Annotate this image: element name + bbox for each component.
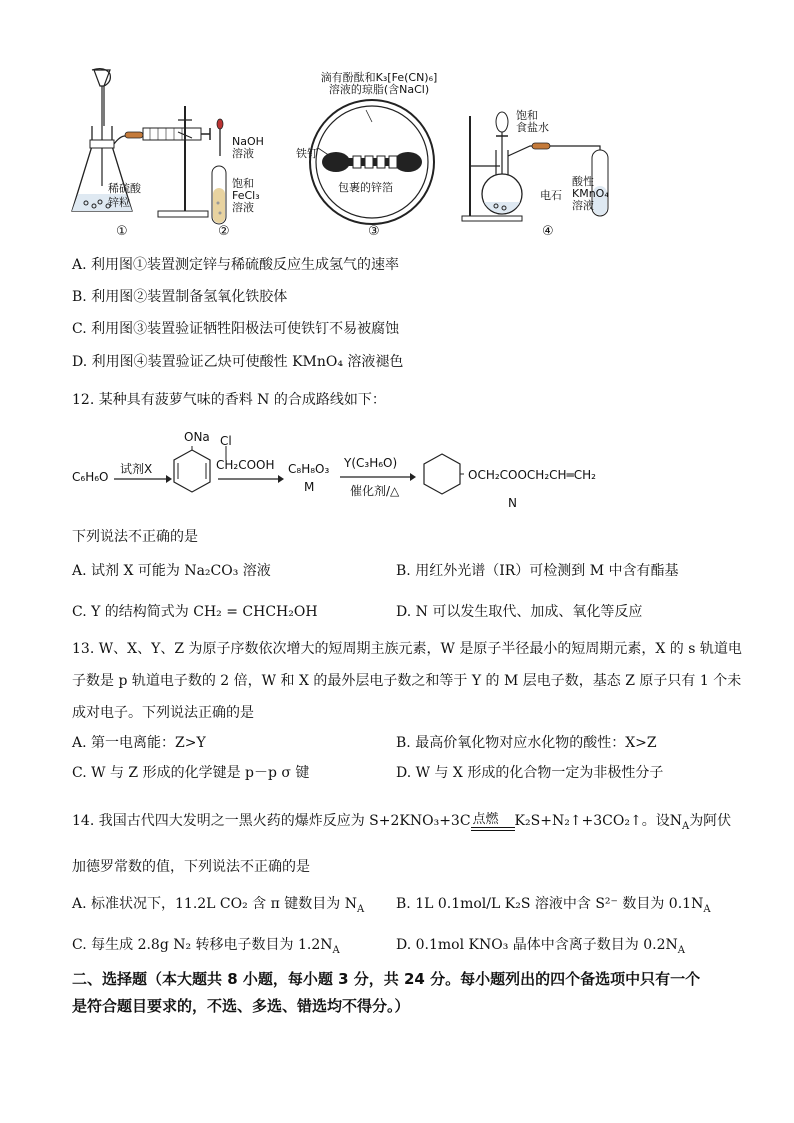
benzene-ring-icon [170, 446, 214, 496]
q11-option-b: B. 利用图②装置制备氢氧化铁胶体 [72, 289, 288, 305]
scheme-m-formula: C₈H₈O₃ [288, 462, 330, 476]
fig4-kmno4-line3: 溶液 [572, 199, 594, 212]
q12-option-b: B. 用红外光谱（IR）可检测到 M 中含有酯基 [396, 563, 679, 579]
fig4-number: ④ [542, 224, 554, 239]
fig3-top-line2: 溶液的琼脂(含NaCl) [328, 83, 430, 96]
fig2-fecl3-label [232, 178, 260, 214]
scheme-catalyst: 催化剂/△ [350, 484, 400, 498]
fig2-fecl3-line3: 溶液 [232, 201, 254, 214]
fig2-naoh-line2: 溶液 [232, 147, 254, 160]
q14-option-a-text: A. 标准状况下，11.2L CO₂ 含 π 键数目为 N [72, 896, 357, 912]
q13-option-b: B. 最高价氧化物对应水化物的酸性：X>Z [396, 735, 657, 751]
fig3-foil-label: 包裹的锌箔 [338, 181, 393, 194]
q14-option-b-sub: A [703, 903, 711, 915]
fig2-fecl3-line2: FeCl₃ [232, 189, 260, 202]
q13-option-d: D. W 与 X 形成的化合物一定为非极性分子 [396, 765, 664, 781]
q13-stem-line1: 13. W、X、Y、Z 为原子序数依次增大的短周期主族元素，W 是原子半径最小的短周期元素，X 的 s 轨道电 [72, 641, 742, 657]
section-2-line2: 是符合题目要求的，不选、多选、错选均不得分。） [72, 997, 410, 1015]
fig3-top-line1: 滴有酚酞和K₃[Fe(CN)₆] [320, 71, 438, 84]
figure-3-petri-dish [306, 96, 446, 236]
q14-reaction-condition [471, 811, 515, 836]
q11-option-c: C. 利用图③装置验证牺牲阳极法可使铁钉不易被腐蚀 [72, 321, 400, 337]
fig3-nail-label: 铁钉 [296, 147, 318, 160]
scheme-arrow-1 [114, 474, 172, 484]
q12-prompt: 下列说法不正确的是 [72, 529, 198, 545]
scheme-cl: Cl [220, 434, 232, 448]
fig4-kmno4-label [572, 176, 609, 212]
q12-option-c: C. Y 的结构简式为 CH₂ = CHCH₂OH [72, 604, 318, 620]
scheme-product: OCH₂COOCH₂CH═CH₂ [468, 468, 596, 482]
fig1-number: ① [116, 224, 128, 239]
section-2-line1: 二、选择题（本大题共 8 小题，每小题 3 分，共 24 分。每小题列出的四个备选项中只有一个 [72, 970, 701, 988]
fig3-top-label [304, 72, 454, 96]
fig3-number: ③ [368, 224, 380, 239]
fig2-naoh-label [232, 136, 264, 160]
q12-option-a: A. 试剂 X 可能为 Na₂CO₃ 溶液 [72, 563, 271, 579]
scheme-ona: ONa [184, 430, 210, 444]
q14-option-c [72, 936, 340, 960]
q14-stem-sub: A [681, 820, 690, 832]
q14-option-d-text: D. 0.1mol KNO₃ 晶体中含离子数目为 0.2N [396, 937, 678, 953]
fig4-brine-line1: 饱和 [516, 109, 538, 122]
q11-option-a: A. 利用图①装置测定锌与稀硫酸反应生成氢气的速率 [72, 257, 400, 273]
q13-option-c: C. W 与 Z 形成的化学键是 p－p σ 键 [72, 765, 310, 781]
q14-option-b [396, 895, 711, 919]
fig2-number: ② [218, 224, 230, 239]
scheme-start: C₆H₆O [72, 470, 109, 484]
fig4-stone-label: 电石 [540, 189, 562, 202]
q13-option-a: A. 第一电离能：Z>Y [72, 735, 206, 751]
fig4-brine-label [516, 110, 549, 134]
q14-option-c-sub: A [332, 944, 340, 956]
q14-condition-text: 点燃 [472, 811, 499, 827]
q12-option-d: D. N 可以发生取代、加成、氧化等反应 [396, 604, 643, 620]
scheme-ch2cooh: CH₂COOH [216, 458, 275, 472]
q12-synthesis-scheme [70, 426, 710, 516]
fig4-kmno4-line2: KMnO₄ [572, 187, 609, 200]
q14-stem-line1 [72, 812, 731, 836]
scheme-y-reagent: Y(C₃H₆O) [344, 456, 398, 470]
fig4-brine-line2: 食盐水 [516, 121, 549, 134]
section-2-heading [72, 966, 732, 1020]
scheme-m-label: M [304, 480, 315, 494]
q14-option-b-text: B. 1L 0.1mol/L K₂S 溶液中含 S²⁻ 数目为 0.1N [396, 896, 704, 912]
q14-option-d [396, 936, 685, 960]
q14-option-a-sub: A [356, 903, 365, 915]
q14-stem-part1: 14. 我国古代四大发明之一黑火药的爆炸反应为 S+2KNO₃+3C [72, 813, 471, 829]
product-benzene-ring-icon [420, 452, 464, 496]
q14-stem-part2: K₂S+N₂↑+3CO₂↑。设N [514, 813, 682, 829]
q11-option-d: D. 利用图④装置验证乙炔可使酸性 KMnO₄ 溶液褪色 [72, 354, 404, 370]
scheme-reagent-x: 试剂X [120, 462, 153, 476]
q14-stem-part3: 为阿伏 [689, 813, 732, 829]
fig1-zinc-label: 锌粒 [108, 196, 130, 209]
scheme-arrow-2 [218, 474, 284, 484]
fig4-kmno4-line1: 酸性 [572, 175, 594, 188]
fig2-fecl3-line1: 饱和 [232, 177, 254, 190]
scheme-n-label: N [508, 496, 517, 510]
q12-stem: 12. 某种具有菠萝气味的香料 N 的合成路线如下： [72, 392, 386, 408]
q14-option-d-sub: A [677, 944, 685, 956]
scheme-arrow-3 [340, 472, 416, 482]
q14-option-a [72, 895, 364, 919]
q14-stem-line2: 加德罗常数的值，下列说法不正确的是 [72, 859, 310, 875]
fig2-naoh-line1: NaOH [232, 135, 264, 148]
fig1-acid-label: 稀硫酸 [108, 182, 141, 195]
q13-stem-line3: 成对电子。下列说法正确的是 [72, 705, 254, 721]
apparatus-figures [60, 66, 720, 246]
q14-option-c-text: C. 每生成 2.8g N₂ 转移电子数目为 1.2N [72, 937, 333, 953]
q13-stem-line2: 子数是 p 轨道电子数的 2 倍，W 和 X 的最外层电子数之和等于 Y 的 M 层电子数，基态 Z 原子只有 1 个未 [72, 673, 742, 689]
